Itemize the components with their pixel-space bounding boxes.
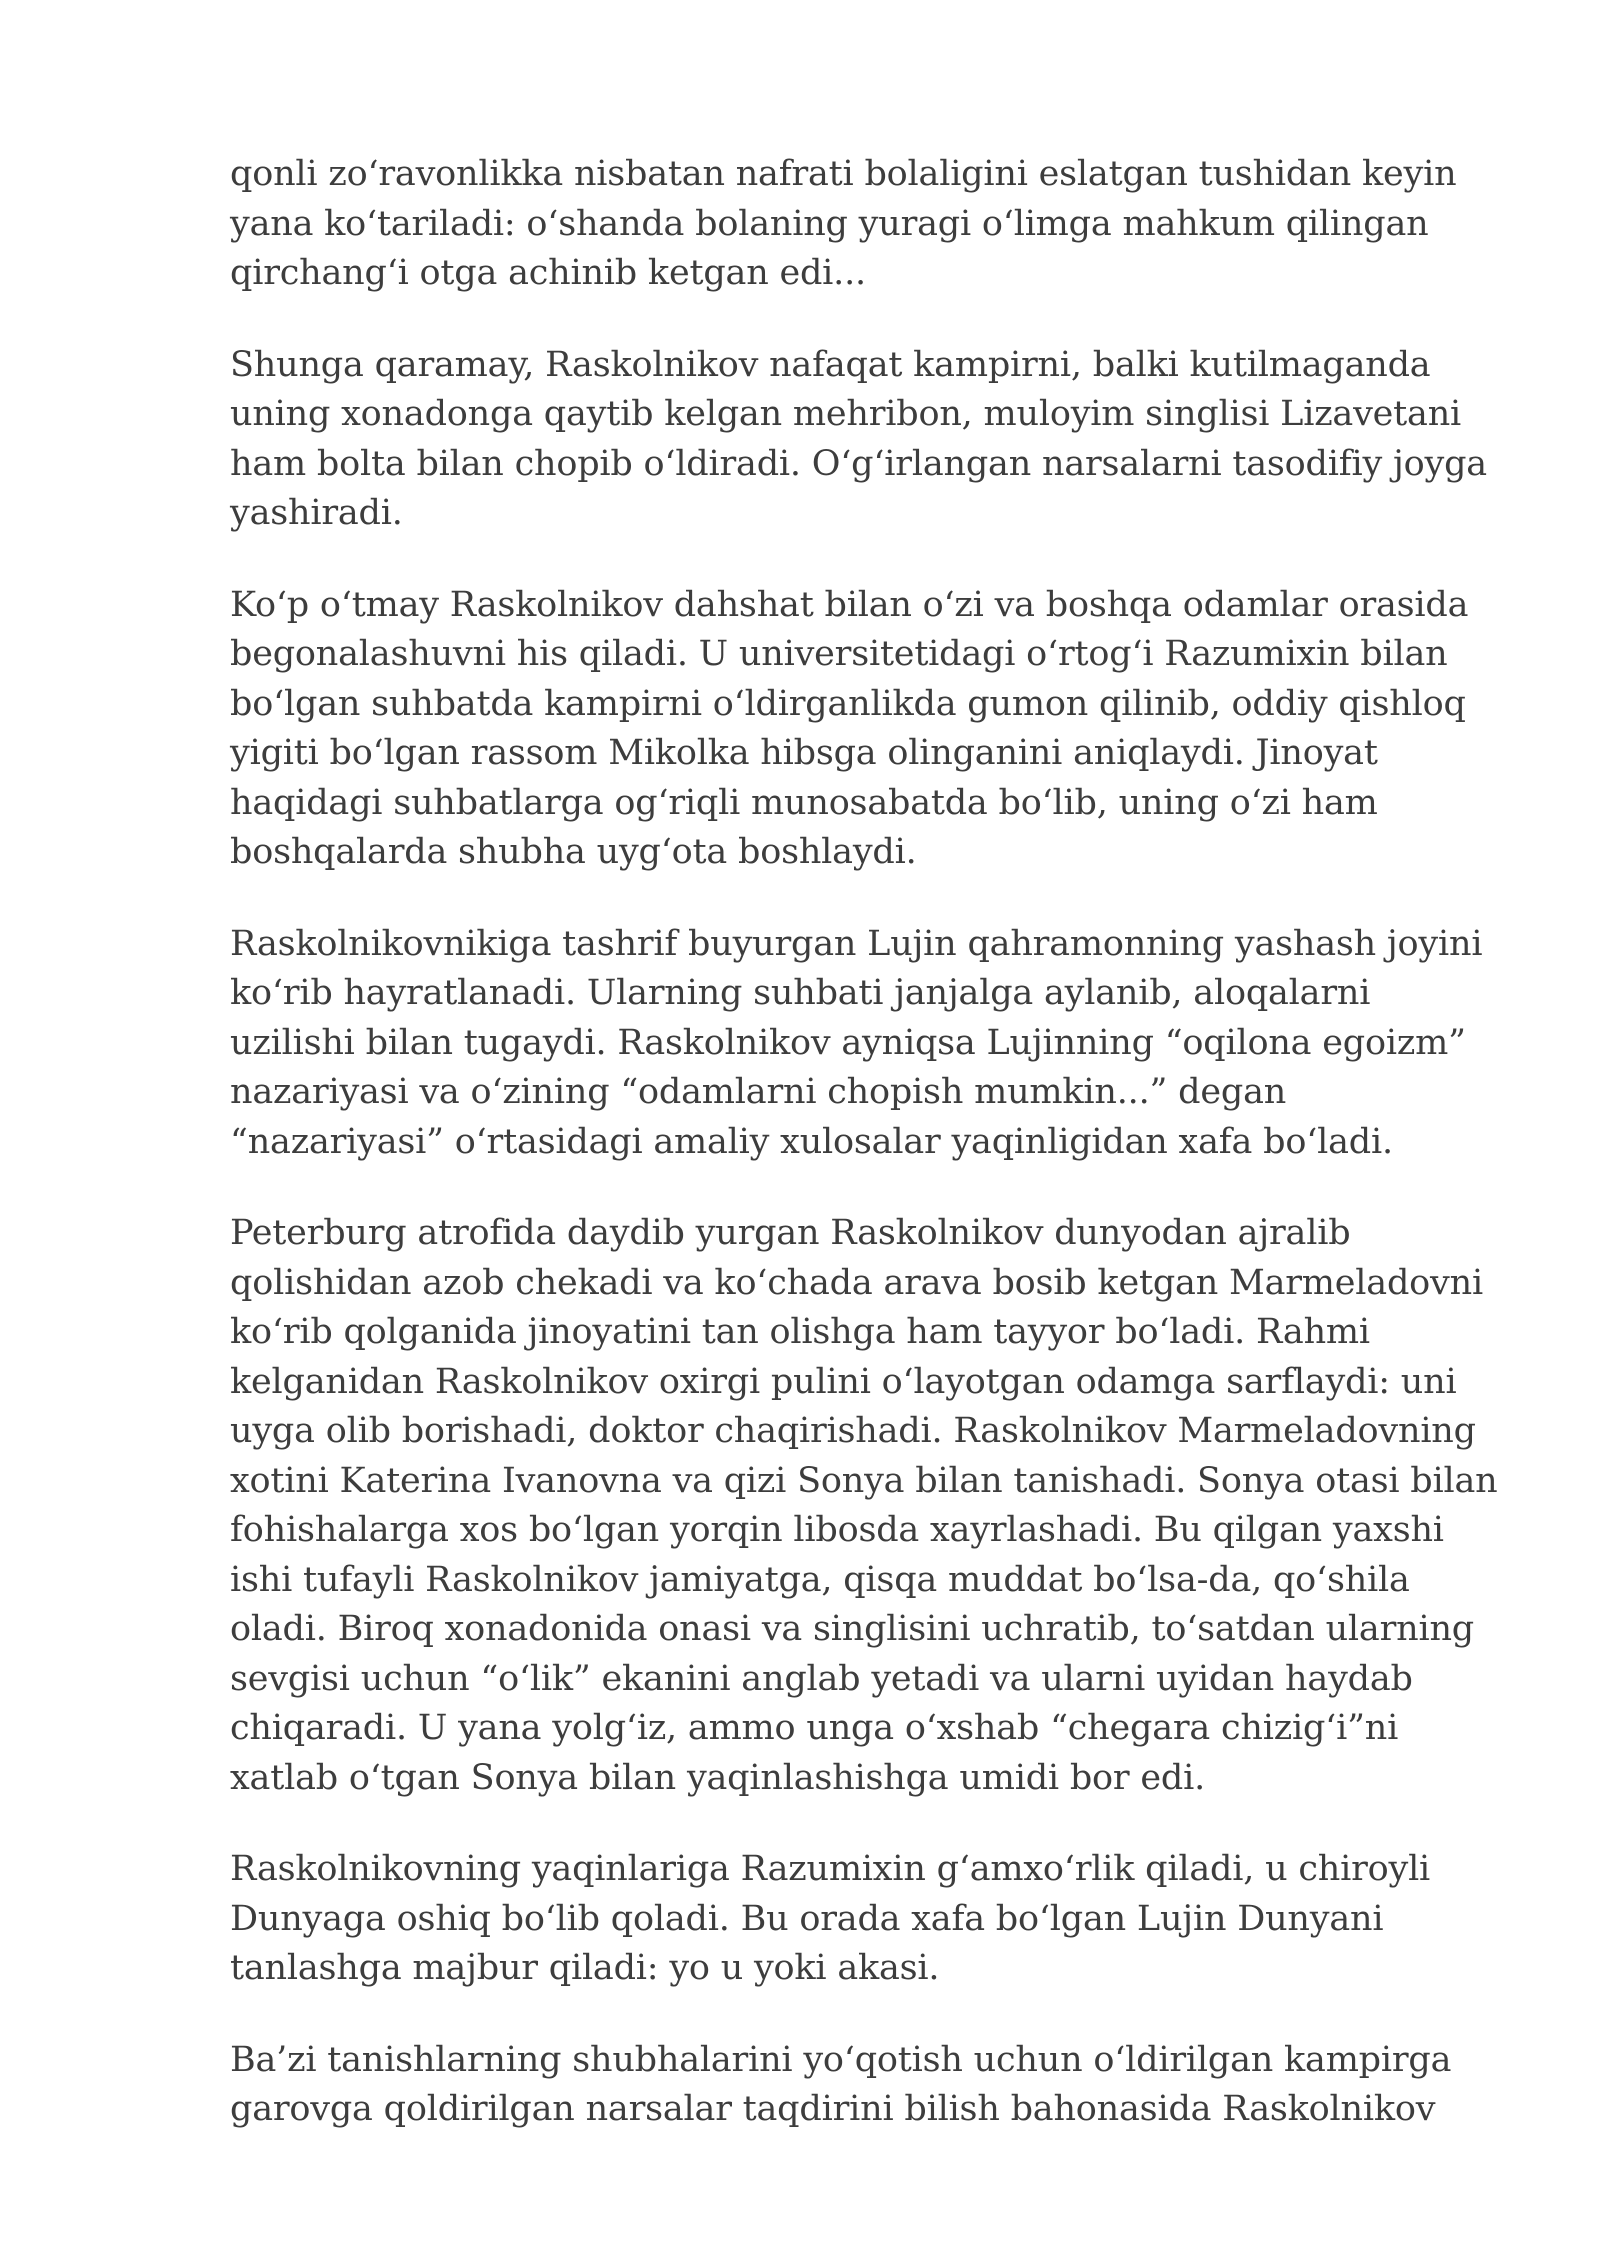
text-line: ishi tufayli Raskolnikov jamiyatga, qisqa muddat bo‘lsa-da, qo‘shila — [230, 1559, 1410, 1600]
paragraph-7 — [230, 2036, 1530, 2135]
text-line: ko‘rib qolganida jinoyatini tan olishga ham tayyor bo‘ladi. Rahmi — [230, 1312, 1370, 1352]
text-line: ko‘rib hayratlanadi. Ularning suhbati janjalga aylanib, aloqalarni — [230, 973, 1371, 1013]
text-line: oladi. Biroq xonadonida onasi va singlisini uchratib, to‘satdan ularning — [230, 1609, 1474, 1649]
text-line: chiqaradi. U yana yolg‘iz, ammo unga o‘xshab “chegara chizig‘i”ni — [230, 1708, 1399, 1748]
text-line: Shunga qaramay, Raskolnikov nafaqat kampirni, balki kutilmaganda — [230, 344, 1431, 385]
text-line: haqidagi suhbatlarga og‘riqli munosabatda bo‘lib, uning o‘zi ham — [230, 782, 1378, 823]
text-line: qirchang‘i otga achinib ketgan edi... — [230, 253, 866, 293]
text-line: uning xonadonga qaytib kelgan mehribon, muloyim singlisi Lizavetani — [230, 394, 1462, 434]
document-page — [230, 150, 1530, 2177]
text-line: yigiti bo‘lgan rassom Mikolka hibsga olinganini aniqlaydi. Jinoyat — [230, 733, 1378, 773]
paragraph-2 — [230, 341, 1530, 539]
text-line: begonalashuvni his qiladi. U universitetidagi o‘rtog‘i Razumixin bilan — [230, 634, 1448, 674]
paragraph-6 — [230, 1845, 1530, 1994]
text-line: Ko‘p o‘tmay Raskolnikov dahshat bilan o‘zi va boshqa odamlar orasida — [230, 584, 1469, 625]
text-line: tanlashga majbur qiladi: yo u yoki akasi. — [230, 1948, 940, 1988]
paragraph-3 — [230, 581, 1530, 878]
text-line: fohishalarga xos bo‘lgan yorqin libosda xayrlashadi. Bu qilgan yaxshi — [230, 1510, 1444, 1550]
paragraph-4 — [230, 920, 1530, 1168]
text-line: Ba’zi tanishlarning shubhalarini yo‘qotish uchun o‘ldirilgan kampirga — [230, 2039, 1452, 2080]
text-line: yashiradi. — [230, 493, 403, 533]
text-line: Raskolnikovnikiga tashrif buyurgan Lujin qahramonning yashash joyini — [230, 923, 1483, 964]
text-line: ham bolta bilan chopib o‘ldiradi. O‘g‘irlangan narsalarni tasodifiy joyga — [230, 443, 1487, 484]
text-line: yana ko‘tariladi: o‘shanda bolaning yuragi o‘limga mahkum qilingan — [230, 203, 1429, 244]
text-line: “nazariyasi” o‘rtasidagi amaliy xulosalar yaqinligidan xafa bo‘ladi. — [230, 1121, 1393, 1162]
text-line: sevgisi uchun “o‘lik” ekanini anglab yetadi va ularni uyidan haydab — [230, 1658, 1413, 1699]
text-line: xotini Katerina Ivanovna va qizi Sonya bilan tanishadi. Sonya otasi bilan — [230, 1460, 1498, 1501]
text-line: garovga qoldirilgan narsalar taqdirini bilish bahonasida Raskolnikov — [230, 2089, 1436, 2129]
text-line: bo‘lgan suhbatda kampirni o‘ldirganlikda gumon qilinib, oddiy qishloq — [230, 683, 1466, 724]
paragraph-1 — [230, 150, 1530, 299]
text-line: qonli zo‘ravonlikka nisbatan nafrati bolaligini eslatgan tushidan keyin — [230, 154, 1457, 194]
paragraph-5 — [230, 1209, 1530, 1803]
text-line: nazariyasi va o‘zining “odamlarni chopish mumkin...” degan — [230, 1072, 1287, 1112]
text-line: kelganidan Raskolnikov oxirgi pulini o‘layotgan odamga sarflaydi: uni — [230, 1361, 1457, 1402]
text-line: uyga olib borishadi, doktor chaqirishadi. Raskolnikov Marmeladovning — [230, 1411, 1476, 1451]
text-line: uzilishi bilan tugaydi. Raskolnikov ayniqsa Lujinning “oqilona egoizm” — [230, 1022, 1466, 1063]
text-line: Peterburg atrofida daydib yurgan Raskolnikov dunyodan ajralib — [230, 1213, 1351, 1253]
text-line: Raskolnikovning yaqinlariga Razumixin g‘amxo‘rlik qiladi, u chiroyli — [230, 1849, 1431, 1889]
text-line: xatlab o‘tgan Sonya bilan yaqinlashishga umidi bor edi. — [230, 1757, 1205, 1798]
text-line: boshqalarda shubha uyg‘ota boshlaydi. — [230, 832, 917, 872]
text-line: qolishidan azob chekadi va ko‘chada arava bosib ketgan Marmeladovni — [230, 1262, 1483, 1303]
text-line: Dunyaga oshiq bo‘lib qoladi. Bu orada xafa bo‘lgan Lujin Dunyani — [230, 1898, 1384, 1939]
